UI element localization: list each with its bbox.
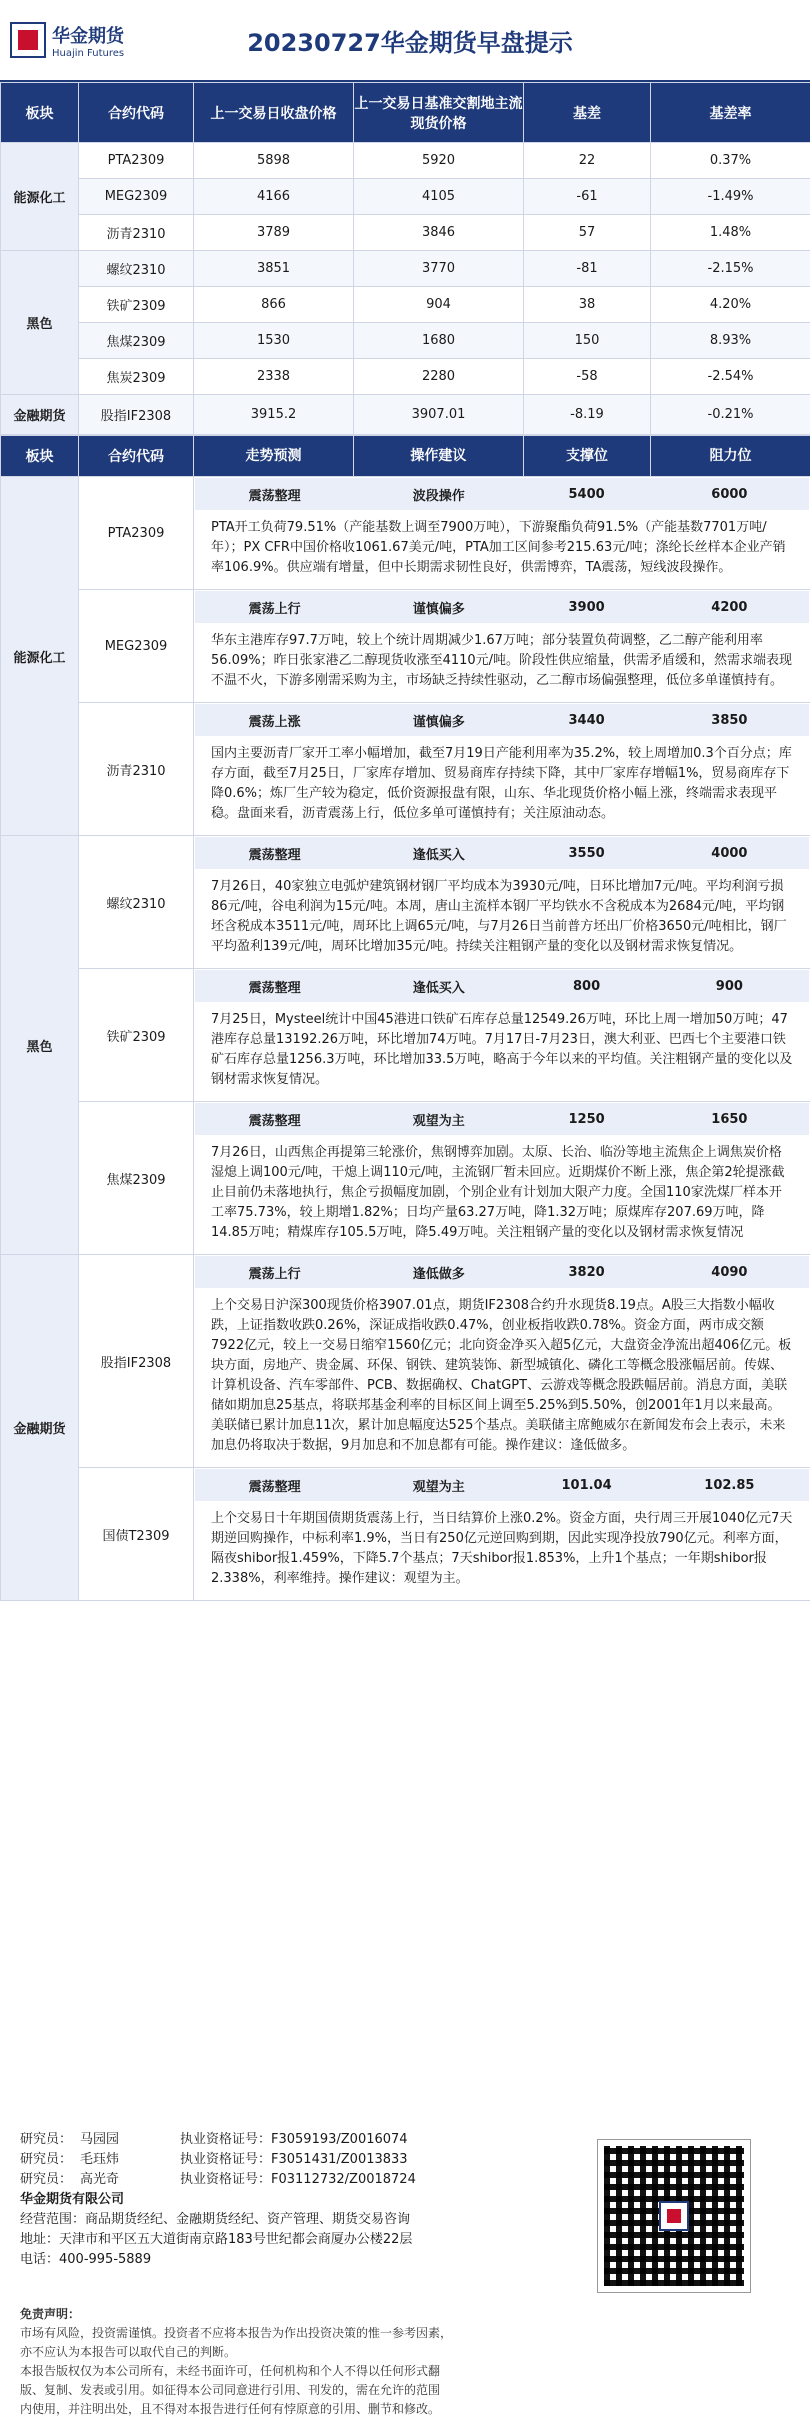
contract-cell: 螺纹2310 — [79, 836, 194, 969]
value-cell: -81 — [524, 251, 651, 287]
contact-block — [20, 2130, 416, 2270]
advice-label: 观望为主 — [354, 1110, 523, 1129]
analyst-name: 马园园 — [80, 2130, 180, 2150]
value-cell: 3789 — [194, 215, 354, 251]
value-cell: 3915.2 — [194, 395, 354, 435]
col-contract: 合约代码 — [79, 436, 194, 477]
analyst-role: 研究员： — [20, 2130, 80, 2150]
value-cell: 4.20% — [651, 287, 810, 323]
advice-label: 波段操作 — [354, 485, 523, 504]
contract-cell: 沥青2310 — [79, 703, 194, 836]
advice-label: 谨慎偏多 — [354, 711, 523, 730]
resistance-value: 102.85 — [650, 1478, 809, 1493]
value-cell: 1.48% — [651, 215, 810, 251]
contract-cell: 股指IF2308 — [79, 1255, 194, 1468]
col-basis: 基差 — [524, 83, 651, 143]
trend-label: 震荡整理 — [195, 1110, 354, 1129]
analysis-text: 国内主要沥青厂家开工率小幅增加，截至7月19日产能利用率为35.2%，较上周增加0.3个百分点；库存方面，截至7月25日，厂家库存增加、贸易商库存持续下降，其中厂家库存增幅1%，贸易商库存下降0.6%；炼厂生产较为稳定，低价资源报盘有限，山东、华北现货价格小幅上涨，终端需求表现平稳。盘面来看，沥青震荡上行，低位多单可谨慎持有；关注原油动态。 — [195, 736, 809, 834]
sector-cell: 金融期货 — [1, 1255, 79, 1601]
value-cell: 3770 — [354, 251, 524, 287]
table-row — [1, 287, 810, 323]
sector-cell: 能源化工 — [1, 477, 79, 836]
cert-label: 执业资格证号： — [180, 2130, 271, 2150]
table-row — [1, 323, 810, 359]
value-cell: 3851 — [194, 251, 354, 287]
value-cell: 1680 — [354, 323, 524, 359]
analyst-role: 研究员： — [20, 2150, 80, 2170]
col-support: 支撑位 — [524, 436, 651, 476]
company-logo — [0, 22, 170, 59]
table-row — [1, 395, 810, 435]
col-resistance: 阻力位 — [651, 436, 810, 476]
disclaimer-line: 内使用，并注明出处，且不得对本报告进行任何有悖原意的引用、删节和修改。 — [20, 2400, 580, 2419]
analysis-text: 华东主港库存97.7万吨，较上个统计周期减少1.67万吨；部分装置负荷调整，乙二醇产能利用率56.09%；昨日张家港乙二醇现货收涨至4110元/吨。阶段性供应缩量，供需矛盾缓和，然需求端表现不温不火，下游多刚需采购为主，市场缺乏持续性驱动，乙二醇市场偏强整理，低位多单谨慎持有。 — [195, 623, 809, 701]
analysis-text: 7月25日，Mysteel统计中国45港进口铁矿石库存总量12549.26万吨，环比上周一增加50万吨；47港库存总量13192.26万吨，环比增加74万吨。7月17日-7月23日，澳大利亚、巴西七个主要港口铁矿石库存总量1256.3万吨，环比增加33.5万吨，略高于今年以来的平均值。关注粗钢产量的变化以及钢材需求恢复情况。 — [195, 1002, 809, 1100]
value-cell: -0.21% — [651, 395, 810, 435]
advice-label: 谨慎偏多 — [354, 598, 523, 617]
support-value: 800 — [523, 979, 649, 994]
advice-bar — [195, 478, 809, 510]
company-address: 地址：天津市和平区五大道街南京路183号世纪都会商厦办公楼22层 — [20, 2230, 416, 2250]
contract-cell: 焦煤2309 — [79, 323, 194, 359]
contract-cell: 焦煤2309 — [79, 1102, 194, 1255]
support-value: 3820 — [523, 1265, 649, 1280]
table-row — [1, 477, 810, 590]
table-row — [1, 1255, 810, 1468]
disclaimer-block — [20, 2305, 580, 2419]
disclaimer-line: 亦不应认为本报告可以取代自己的判断。 — [20, 2343, 580, 2362]
value-cell: -1.49% — [651, 179, 810, 215]
value-cell: 866 — [194, 287, 354, 323]
value-cell: 2338 — [194, 359, 354, 395]
disclaimer-title: 免责声明： — [20, 2305, 580, 2324]
logo-name-en: Huajin Futures — [52, 48, 124, 59]
analysis-text: PTA开工负荷79.51%（产能基数上调至7900万吨），下游聚酯负荷91.5%（产能基数7701万吨/年）；PX CFR中国价格收1061.67美元/吨，PTA加工区间参考215.63元/吨；涤纶长丝样本企业产销率106.9%。供应端有增量，但中长期需求韧性良好，供需博弈，TA震荡，短线波段操作。 — [195, 510, 809, 588]
col-contract: 合约代码 — [79, 83, 194, 143]
basis-table — [0, 82, 810, 435]
sector-cell: 金融期货 — [1, 395, 79, 435]
contract-cell: PTA2309 — [79, 477, 194, 590]
support-value: 3440 — [523, 713, 649, 728]
logo-mark-icon — [10, 22, 46, 58]
col-close-price: 上一交易日收盘价格 — [194, 83, 354, 143]
company-phone: 电话：400-995-5889 — [20, 2250, 416, 2270]
trend-label: 震荡上涨 — [195, 711, 354, 730]
value-cell: 904 — [354, 287, 524, 323]
advice-bar — [195, 970, 809, 1002]
support-value: 5400 — [523, 487, 649, 502]
analysis-text: 7月26日，40家独立电弧炉建筑钢材钢厂平均成本为3930元/吨，日环比增加7元/吨。平均利润亏损86元/吨，谷电利润为15元/吨。本周，唐山主流样本钢厂平均铁水不含税成本为2684元/吨，平均钢坯含税成本3511元/吨，周环比上调65元/吨，与7月26日当前普方坯出厂价格3650元/吨相比，钢厂平均盈利139元/吨，周环比增加35元/吨。持续关注粗钢产量的变化以及钢材需求恢复情况。 — [195, 869, 809, 967]
cert-label: 执业资格证号： — [180, 2170, 271, 2190]
trend-label: 震荡上行 — [195, 598, 354, 617]
col-spot-price: 上一交易日基准交割地主流现货价格 — [354, 83, 524, 143]
value-cell: 0.37% — [651, 143, 810, 179]
value-cell: 22 — [524, 143, 651, 179]
advice-bar — [195, 591, 809, 623]
value-cell: 4105 — [354, 179, 524, 215]
cert-number: F03112732/Z0018724 — [271, 2170, 416, 2190]
value-cell: 150 — [524, 323, 651, 359]
sector-cell: 能源化工 — [1, 143, 79, 251]
value-cell: 57 — [524, 215, 651, 251]
analyst-row — [20, 2150, 416, 2170]
contract-cell: MEG2309 — [79, 179, 194, 215]
trend-label: 震荡整理 — [195, 485, 354, 504]
report-header — [0, 0, 810, 82]
advice-label: 逢低买入 — [354, 977, 523, 996]
table-row — [1, 703, 810, 836]
value-cell: -2.54% — [651, 359, 810, 395]
trend-label: 震荡整理 — [195, 844, 354, 863]
trend-label: 震荡整理 — [195, 977, 354, 996]
table-row — [1, 590, 810, 703]
advice-table-header — [1, 436, 810, 477]
contract-cell: 股指IF2308 — [79, 395, 194, 435]
table-row — [1, 179, 810, 215]
support-value: 101.04 — [523, 1478, 649, 1493]
analyst-row — [20, 2130, 416, 2150]
contract-cell: 铁矿2309 — [79, 969, 194, 1102]
advice-table — [0, 435, 810, 1601]
trend-label: 震荡上行 — [195, 1263, 354, 1282]
logo-name-cn: 华金期货 — [52, 22, 124, 48]
contract-cell: 焦炭2309 — [79, 359, 194, 395]
contract-cell: 铁矿2309 — [79, 287, 194, 323]
advice-bar — [195, 1256, 809, 1288]
value-cell: -8.19 — [524, 395, 651, 435]
value-cell: 38 — [524, 287, 651, 323]
advice-label: 观望为主 — [354, 1476, 523, 1495]
table-row — [1, 359, 810, 395]
value-cell: 4166 — [194, 179, 354, 215]
value-cell: 5920 — [354, 143, 524, 179]
basis-table-header — [1, 83, 810, 143]
table-row — [1, 1468, 810, 1601]
cert-label: 执业资格证号： — [180, 2150, 271, 2170]
cert-number: F3059193/Z0016074 — [271, 2130, 408, 2150]
contract-cell: PTA2309 — [79, 143, 194, 179]
resistance-value: 4000 — [650, 846, 809, 861]
value-cell: 3907.01 — [354, 395, 524, 435]
business-scope: 经营范围：商品期货经纪、金融期货经纪、资产管理、期货交易咨询 — [20, 2210, 416, 2230]
analysis-text: 7月26日，山西焦企再提第三轮涨价，焦钢博弈加剧。太原、长治、临汾等地主流焦企上调焦炭价格湿熄上调100元/吨，干熄上调110元/吨，主流钢厂暂未回应。近期煤价不断上涨，焦企第2轮提涨截止目前仍未落地执行，焦企亏损幅度加剧，个别企业有计划加大限产力度。全国110家洗煤厂样本开工率75.73%，较上期增1.82%；日均产量63.27万吨，降1.32万吨；原煤库存207.69万吨，降14.85万吨；精煤库存105.5万吨，降5.49万吨。关注粗钢产量的变化以及钢材需求恢复情况 — [195, 1135, 809, 1253]
col-advice: 操作建议 — [354, 436, 524, 476]
table-row — [1, 836, 810, 969]
disclaimer-line: 市场有风险，投资需谨慎。投资者不应将本报告为作出投资决策的惟一参考因素， — [20, 2324, 580, 2343]
advice-bar — [195, 837, 809, 869]
col-trend: 走势预测 — [194, 436, 354, 476]
advice-label: 逢低做多 — [354, 1263, 523, 1282]
table-row — [1, 143, 810, 179]
value-cell: 3846 — [354, 215, 524, 251]
table-row — [1, 1102, 810, 1255]
analyst-role: 研究员： — [20, 2170, 80, 2190]
company-name: 华金期货有限公司 — [20, 2190, 416, 2210]
resistance-value: 900 — [650, 979, 809, 994]
table-row — [1, 215, 810, 251]
analyst-name: 高光奇 — [80, 2170, 180, 2190]
analyst-name: 毛珏炜 — [80, 2150, 180, 2170]
contract-cell: 国债T2309 — [79, 1468, 194, 1601]
table-row — [1, 251, 810, 287]
col-basis-rate: 基差率 — [651, 83, 810, 143]
analysis-text: 上个交易日沪深300现货价格3907.01点，期货IF2308合约升水现货8.19点。A股三大指数小幅收跌，上证指数收跌0.26%，深证成指收跌0.47%，创业板指收跌0.78%。资金方面，两市成交额7922亿元，较上一交易日缩窄1560亿元；北向资金净买入超5亿元，大盘资金净流出超406亿元。板块方面，房地产、贵金属、环保、钢铁、建筑装饰、新型城镇化、磷化工等概念股涨幅居前。传媒、计算机设备、汽车零部件、PCB、数据确权、ChatGPT、云游戏等概念股跌幅居前。消息方面，美联储如期加息25基点，将联邦基金利率的目标区间上调至5.25%到5.50%，创2001年1月以来最高。美联储已累计加息11次，累计加息幅度达525个基点。美联储主席鲍威尔在新闻发布会上表示，未来加息仍将取决于数据，9月加息和不加息都有可能。操作建议：逢低做多。 — [195, 1288, 809, 1466]
analysis-text: 上个交易日十年期国债期货震荡上行，当日结算价上涨0.2%。资金方面，央行周三开展1040亿元7天期逆回购操作，中标利率1.9%，当日有250亿元逆回购到期，因此实现净投放790亿元。利率方面，隔夜shibor报1.459%，下降5.7个基点；7天shibor报1.853%，上升1个基点；一年期shibor报2.338%，利率维持。操作建议：观望为主。 — [195, 1501, 809, 1599]
sector-cell: 黑色 — [1, 836, 79, 1255]
advice-bar — [195, 1103, 809, 1135]
value-cell: -58 — [524, 359, 651, 395]
advice-bar — [195, 704, 809, 736]
qr-code-icon — [598, 2140, 750, 2292]
analyst-row — [20, 2170, 416, 2190]
trend-label: 震荡整理 — [195, 1476, 354, 1495]
qr-logo-icon — [659, 2201, 689, 2231]
disclaimer-line: 版、复制、发表或引用。如征得本公司同意进行引用、刊发的，需在允许的范围 — [20, 2381, 580, 2400]
cert-number: F3051431/Z0013833 — [271, 2150, 408, 2170]
resistance-value: 3850 — [650, 713, 809, 728]
page-title: 20230727华金期货早盘提示 — [170, 23, 650, 58]
resistance-value: 4200 — [650, 600, 809, 615]
contract-cell: MEG2309 — [79, 590, 194, 703]
value-cell: -2.15% — [651, 251, 810, 287]
resistance-value: 1650 — [650, 1112, 809, 1127]
value-cell: -61 — [524, 179, 651, 215]
value-cell: 2280 — [354, 359, 524, 395]
support-value: 3900 — [523, 600, 649, 615]
value-cell: 1530 — [194, 323, 354, 359]
support-value: 3550 — [523, 846, 649, 861]
col-sector: 板块 — [1, 436, 79, 477]
value-cell: 8.93% — [651, 323, 810, 359]
value-cell: 5898 — [194, 143, 354, 179]
resistance-value: 6000 — [650, 487, 809, 502]
disclaimer-line: 本报告版权仅为本公司所有，未经书面许可，任何机构和个人不得以任何形式翻 — [20, 2362, 580, 2381]
advice-bar — [195, 1469, 809, 1501]
advice-label: 逢低买入 — [354, 844, 523, 863]
contract-cell: 螺纹2310 — [79, 251, 194, 287]
report-footer — [0, 2120, 810, 2387]
sector-cell: 黑色 — [1, 251, 79, 395]
resistance-value: 4090 — [650, 1265, 809, 1280]
table-row — [1, 969, 810, 1102]
contract-cell: 沥青2310 — [79, 215, 194, 251]
support-value: 1250 — [523, 1112, 649, 1127]
col-sector: 板块 — [1, 83, 79, 143]
